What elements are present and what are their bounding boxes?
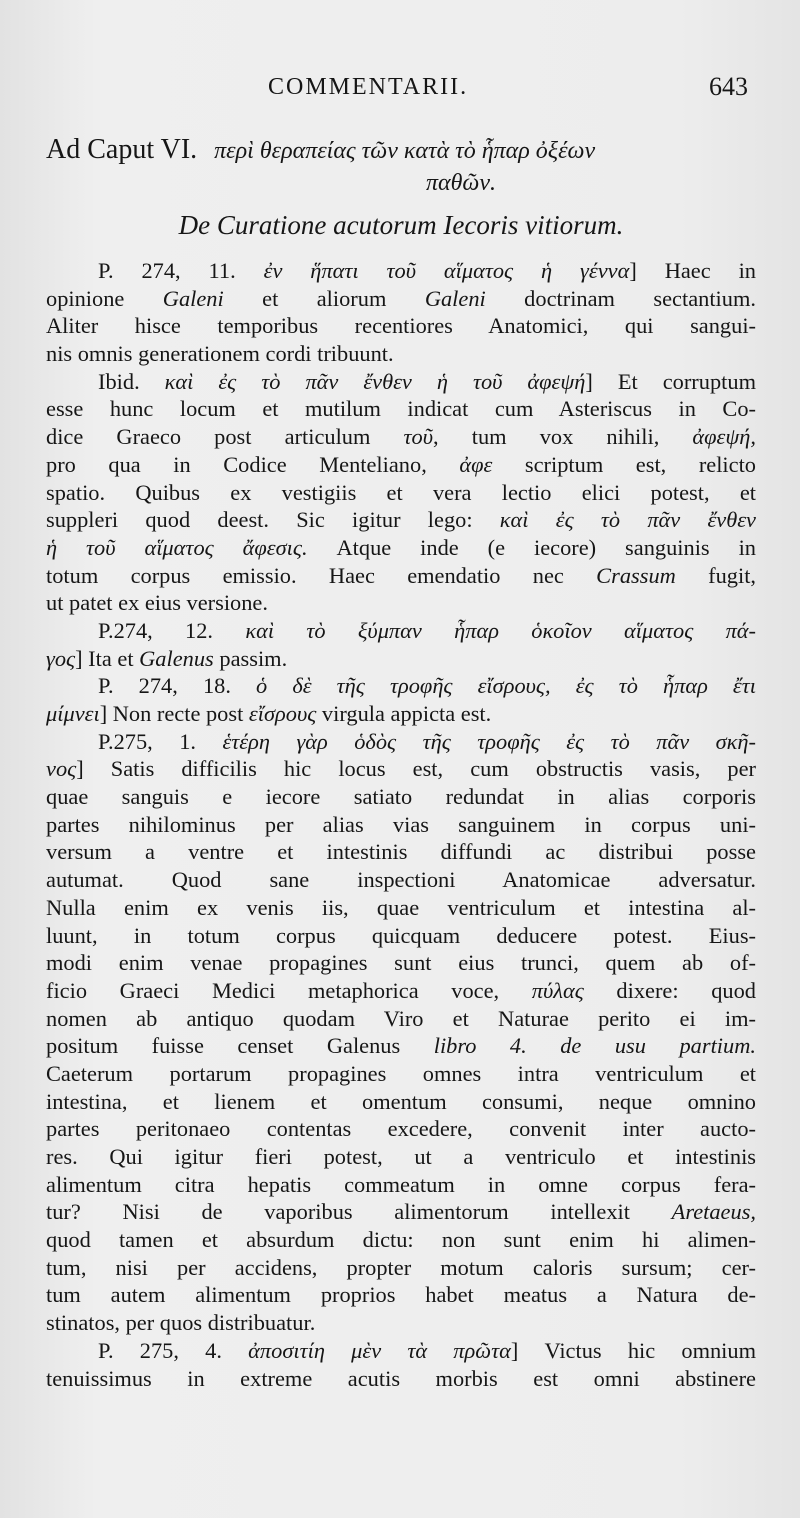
text-line: nomen ab antiquo quodam Viro et Naturae perito ei im- bbox=[46, 1005, 756, 1031]
text-line: P. 274, 11. ἐν ἥπατι τοῦ αἵματος ἡ γέννα] Haec in bbox=[98, 258, 757, 283]
text-line: ἡ τοῦ αἵματος ἄφεσις. Atque inde (e iecore) sanguinis in bbox=[46, 534, 756, 560]
chapter-label: Ad Caput VI. bbox=[46, 134, 198, 165]
text-line: P.275, 1. ἑτέρη γὰρ ὁδὸς τῆς τροφῆς ἐς τὸ πᾶν σκῆ- bbox=[98, 728, 756, 754]
chapter-greek-title-cont: παθῶν. bbox=[425, 170, 496, 196]
chapter-greek-title: περὶ θεραπείας τῶν κατὰ τὸ ἧπαρ ὀξέων bbox=[214, 138, 596, 164]
text-line: Ibid. καὶ ἐς τὸ πᾶν ἔνθεν ἡ τοῦ ἀφεψή] Et corruptum bbox=[98, 368, 756, 394]
text-line: partes nihilominus per alias vias sanguinem in corpus uni- bbox=[46, 811, 756, 837]
text-line: ficio Graeci Medici metaphorica voce, πύλας dixere: quod bbox=[46, 977, 756, 1003]
text-line: νος] Satis difficilis hic locus est, cum obstructis vasis, per bbox=[46, 756, 756, 782]
text-line: esse hunc locum et mutilum indicat cum Asteriscus in Co- bbox=[46, 396, 756, 422]
text-line: modi enim venae propagines sunt eius trunci, quem ab of- bbox=[46, 950, 756, 976]
text-line: dice Graeco post articulum τοῦ, tum vox nihili, ἀφεψή, bbox=[46, 424, 756, 450]
text-line: tur? Nisi de vaporibus alimentorum intellexit Aretaeus, bbox=[46, 1199, 756, 1225]
text-line: tenuissimus in extreme acutis morbis est omni abstinere bbox=[46, 1365, 756, 1391]
chapter-heading bbox=[46, 132, 756, 169]
text-line: versum a ventre et intestinis diffundi ac distribui posse bbox=[46, 839, 756, 865]
text-line: intestina, et lienem et omentum consumi, neque omnino bbox=[46, 1088, 756, 1114]
text-line: P. 275, 4. ἀποσιτίη μὲν τὰ πρῶτα] Victus hic omnium bbox=[98, 1337, 757, 1363]
text-line: P.274, 12. καὶ τὸ ξύμπαν ἧπαρ ὁκοῖον αἵματος πά- bbox=[98, 617, 756, 643]
text-line: quod tamen et absurdum dictu: non sunt enim hi alimen- bbox=[46, 1227, 756, 1253]
running-head: COMMENTARII. bbox=[268, 74, 469, 100]
text-line: res. Qui igitur fieri potest, ut a ventriculo et intestinis bbox=[46, 1144, 756, 1169]
text-line: Aliter hisce temporibus recentiores Anatomici, qui sangui- bbox=[46, 313, 756, 339]
commentary-body bbox=[46, 257, 756, 1392]
text-line: tum, nisi per accidens, propter motum caloris sursum; cer- bbox=[46, 1254, 756, 1280]
text-line: ut patet ex eius versione. bbox=[46, 590, 268, 616]
page-header bbox=[46, 70, 756, 110]
text-line: stinatos, per quos distribuatur. bbox=[46, 1310, 316, 1336]
page-number: 643 bbox=[709, 72, 748, 101]
text-line: partes peritonaeo contentas excedere, convenit inter aucto- bbox=[46, 1116, 756, 1142]
text-line: γος] Ita et Galenus passim. bbox=[46, 645, 288, 671]
text-line: alimentum citra hepatis commeatum in omne corpus fera- bbox=[46, 1171, 756, 1197]
text-line: nis omnis generationem cordi tribuunt. bbox=[46, 341, 394, 367]
text-line: P. 274, 18. ὁ δὲ τῆς τροφῆς εἴσρους, ἐς τὸ ἧπαρ ἔτι bbox=[98, 673, 756, 699]
text-line: positum fuisse censet Galenus libro 4. de usu partium. bbox=[46, 1033, 756, 1059]
text-line: tum autem alimentum proprios habet meatus a Natura de- bbox=[46, 1282, 756, 1308]
text-line: spatio. Quibus ex vestigiis et vera lectio elici potest, et bbox=[46, 479, 756, 505]
text-line: μίμνει] Non recte post εἴσρους virgula appicta est. bbox=[46, 701, 492, 726]
text-line: Nulla enim ex venis iis, quae ventriculum et intestina al- bbox=[46, 894, 756, 920]
chapter-latin-title: De Curatione acutorum Iecoris vitiorum. bbox=[178, 210, 624, 240]
text-line: autumat. Quod sane inspectioni Anatomicae adversatur. bbox=[46, 867, 756, 893]
text-line: pro qua in Codice Menteliano, ἀφε scriptum est, relicto bbox=[46, 451, 757, 477]
text-line: suppleri quod deest. Sic igitur lego: καὶ ἐς τὸ πᾶν ἔνθεν bbox=[46, 507, 756, 533]
text-line: opinione Galeni et aliorum Galeni doctrinam sectantium. bbox=[46, 285, 756, 311]
text-line: luunt, in totum corpus quicquam deducere potest. Eius- bbox=[46, 922, 756, 948]
text-line: Caeterum portarum propagines omnes intra ventriculum et bbox=[46, 1060, 756, 1086]
text-line: quae sanguis e iecore satiato redundat in alias corporis bbox=[46, 784, 756, 810]
text-line: totum corpus emissio. Haec emendatio nec Crassum fugit, bbox=[46, 562, 757, 588]
